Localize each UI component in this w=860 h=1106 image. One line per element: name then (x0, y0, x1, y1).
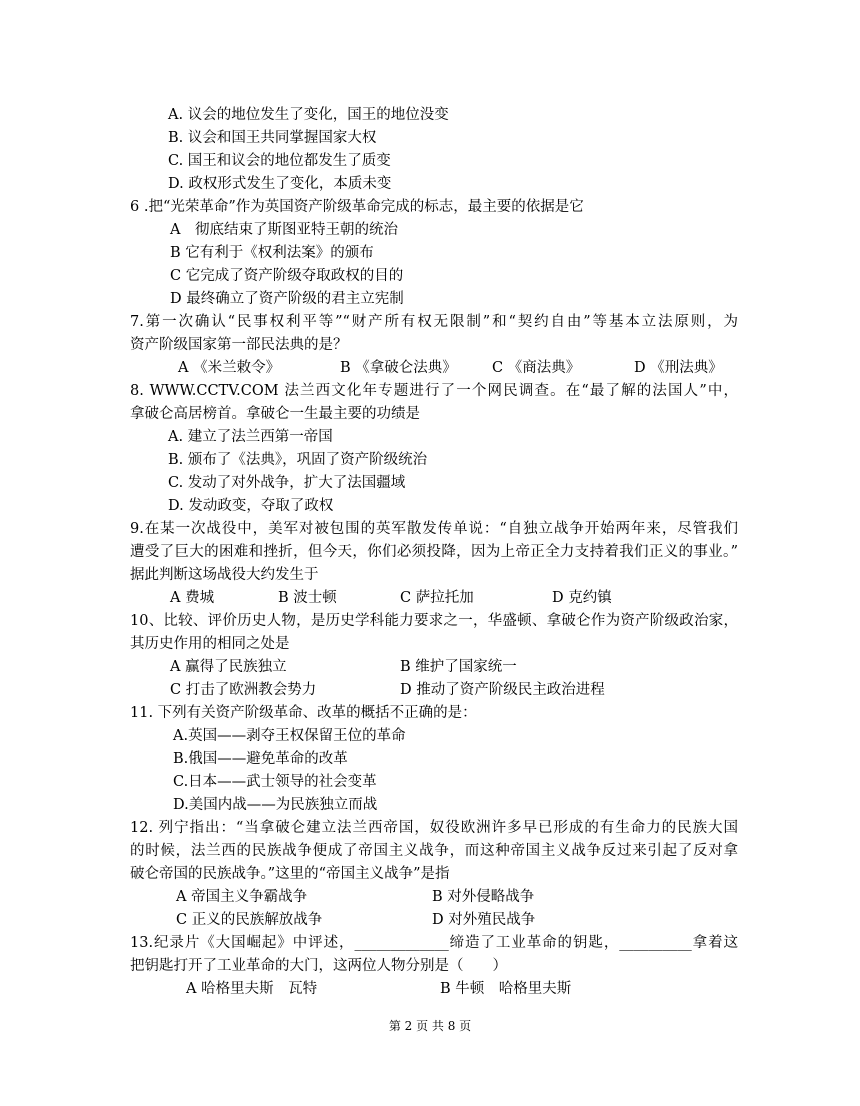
q8-stem-line2: 拿破仑高居榜首。拿破仑一生最主要的功绩是 (130, 406, 420, 422)
q7-option-a: A 《米兰敕令》 (178, 360, 281, 376)
q13-option-b: B 牛顿 哈格里夫斯 (440, 981, 572, 997)
q9-option-a: A 费城 (170, 590, 215, 606)
q12-stem-line3: 破仑帝国的民族战争。”这里的“帝国主义战争”是指 (130, 866, 450, 882)
q11-stem: 11. 下列有关资产阶级革命、改革的概括不正确的是： (130, 705, 477, 721)
q6-option-a: A 彻底结束了斯图亚特王朝的统治 (170, 222, 398, 238)
q8-option-c: C. 发动了对外战争，扩大了法国疆域 (168, 475, 406, 491)
q12-option-d: D 对外殖民战争 (432, 912, 536, 928)
q11-option-d: D.美国内战——为民族独立而战 (173, 797, 378, 813)
q7-stem-line1: 7.第一次确认“民事权利平等”“财产所有权无限制”和“契约自由”等基本立法原则，为 (130, 314, 738, 330)
q5-option-b: B. 议会和国王共同掌握国家大权 (168, 130, 377, 146)
q6-option-d: D 最终确立了资产阶级的君主立宪制 (170, 291, 404, 307)
q9-option-d: D 克约镇 (552, 590, 612, 606)
q12-option-c: C 正义的民族解放战争 (176, 912, 323, 928)
q8-option-d: D. 发动政变，夺取了政权 (168, 498, 334, 514)
q12-option-b: B 对外侵略战争 (432, 889, 535, 905)
q7-option-d: D 《刑法典》 (634, 360, 723, 376)
q12-stem-line1: 12. 列宁指出：“当拿破仑建立法兰西帝国，奴役欧洲许多早已形成的有生命力的民族大国 (130, 820, 738, 836)
q10-option-a: A 赢得了民族独立 (170, 659, 287, 675)
q9-option-c: C 萨拉托加 (400, 590, 474, 606)
q8-stem-line1: 8. WWW.CCTV.COM 法兰西文化年专题进行了一个网民调查。在“最了解的法国人”中， (130, 383, 738, 399)
q5-option-a: A. 议会的地位发生了变化，国王的地位没变 (168, 107, 449, 123)
q8-option-a: A. 建立了法兰西第一帝国 (168, 429, 333, 445)
page-footer: 第 2 页 共 8 页 (388, 1019, 472, 1033)
q7-option-b: B 《拿破仑法典》 (340, 360, 457, 376)
q10-stem-line2: 其历史作用的相同之处是 (130, 636, 290, 652)
q12-option-a: A 帝国主义争霸战争 (176, 889, 308, 905)
q6-option-c: C 它完成了资产阶级夺取政权的目的 (170, 268, 404, 284)
q9-stem-line2: 遭受了巨大的困难和挫折，但今天，你们必须投降，因为上帝正全力支持着我们正义的事业。” (130, 544, 738, 560)
q5-option-d: D. 政权形式发生了变化，本质未变 (168, 176, 392, 192)
q10-stem-line1: 10、比较、评价历史人物，是历史学科能力要求之一，华盛顿、拿破仑作为资产阶级政治家， (130, 613, 738, 629)
q9-stem-line3: 据此判断这场战役大约发生于 (130, 567, 319, 583)
q9-stem-line1: 9.在某一次战役中，美军对被包围的英军散发传单说：“自独立战争开始两年来，尽管我们 (130, 521, 738, 537)
q10-option-d: D 推动了资产阶级民主政治进程 (400, 682, 605, 698)
q6-option-b: B 它有利于《权利法案》的颁布 (170, 245, 374, 261)
q11-option-a: A.英国——剥夺王权保留王位的革命 (173, 728, 406, 744)
q12-stem-line2: 的时候，法兰西的民族战争便成了帝国主义战争，而这种帝国主义战争反过来引起了反对拿 (130, 843, 738, 859)
q13-stem-line1: 13.纪录片《大国崛起》中评述，_____________缔造了工业革命的钥匙，__________拿着这 (130, 935, 738, 951)
q13-option-a: A 哈格里夫斯 瓦特 (186, 981, 318, 997)
q11-option-b: B.俄国——避免革命的改革 (173, 751, 348, 767)
q7-option-c: C 《商法典》 (492, 360, 581, 376)
q7-stem-line2: 资产阶级国家第一部民法典的是？ (130, 337, 348, 353)
q10-option-c: C 打击了欧洲教会势力 (170, 682, 317, 698)
q11-option-c: C.日本——武士领导的社会变革 (173, 774, 377, 790)
q6-stem: 6 .把“光荣革命”作为英国资产阶级革命完成的标志，最主要的依据是它 (130, 199, 584, 215)
q8-option-b: B. 颁布了《法典》，巩固了资产阶级统治 (168, 452, 428, 468)
q5-option-c: C. 国王和议会的地位都发生了质变 (168, 153, 391, 169)
q13-stem-line2: 把钥匙打开了工业革命的大门，这两位人物分别是（ ） (130, 958, 507, 974)
q10-option-b: B 维护了国家统一 (400, 659, 517, 675)
q9-option-b: B 波士顿 (278, 590, 337, 606)
